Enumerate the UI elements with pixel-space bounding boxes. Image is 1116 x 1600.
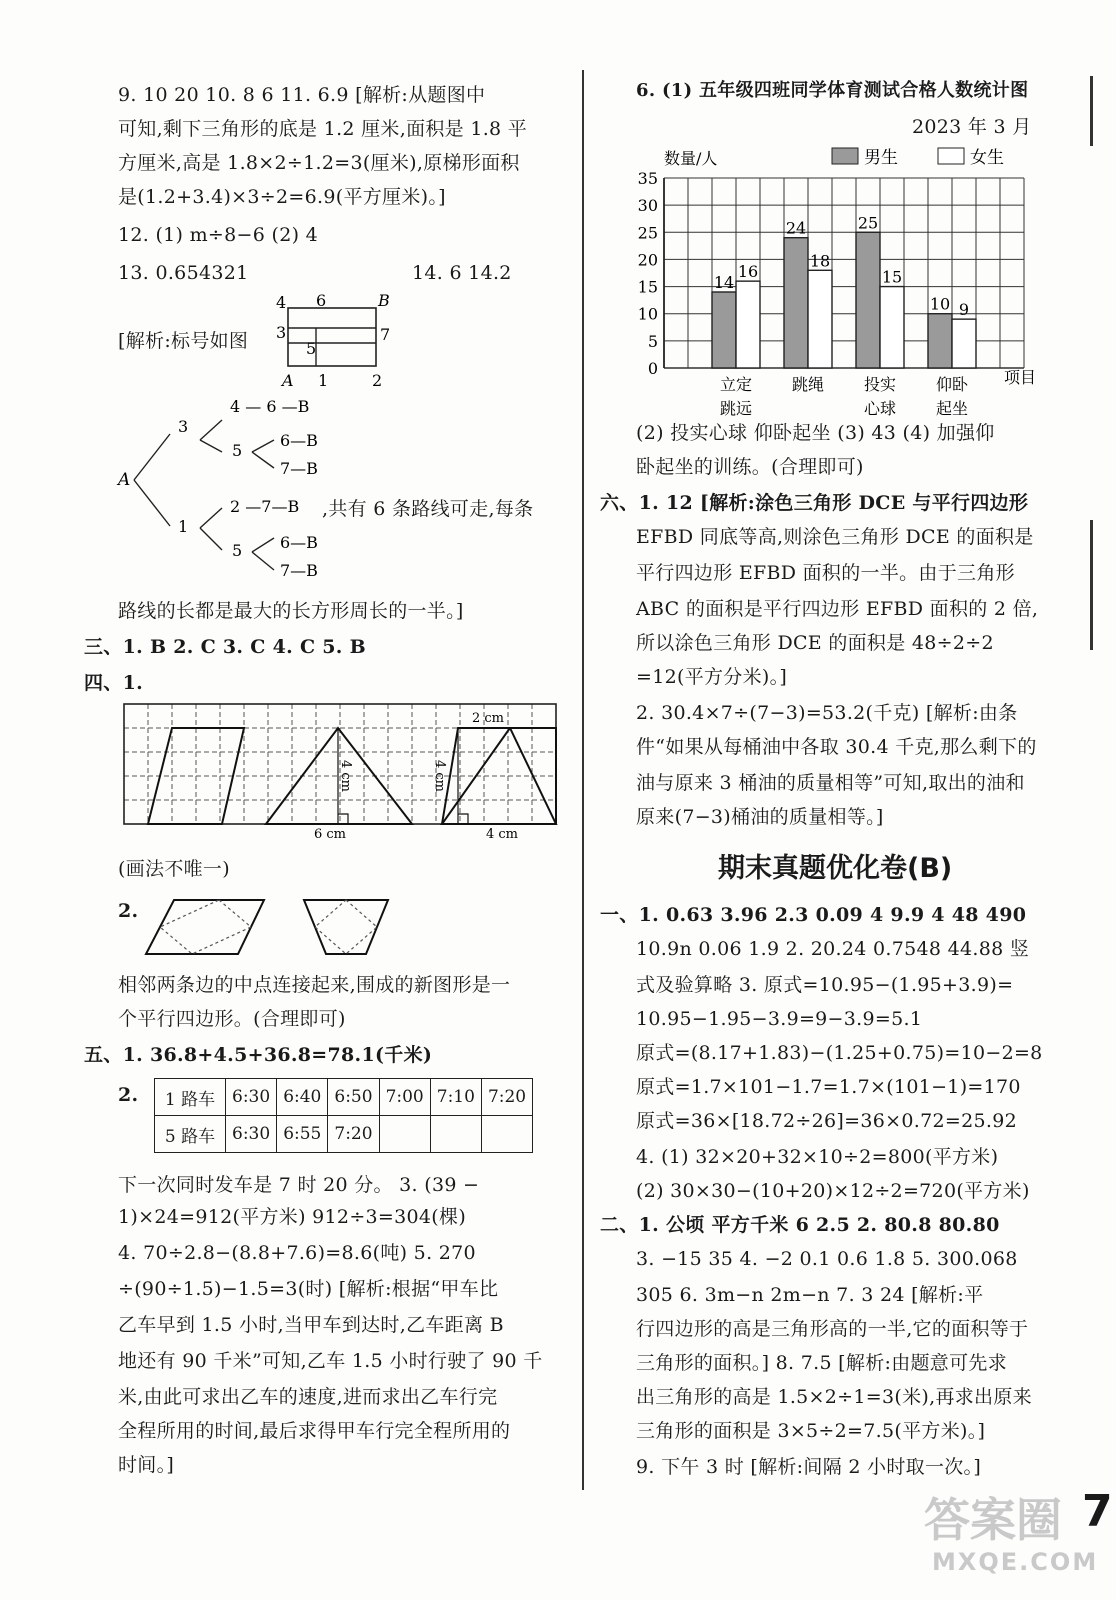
answer-line: (2) 投实心球 仰卧起坐 (3) 43 (4) 加强仰 — [636, 422, 995, 444]
answer-line: 全程所用的时间,最后求得甲车行完全程所用的 — [118, 1420, 511, 1442]
y-tick-label: 20 — [637, 250, 658, 270]
y-tick-label: 5 — [647, 331, 658, 351]
bar-value-label: 18 — [809, 251, 831, 271]
table-row — [155, 1079, 533, 1116]
answer-line: 一、1. 0.63 3.96 2.3 0.09 4 9.9 4 48 490 — [600, 904, 1027, 926]
answer-line: 路线的长都是最大的长方形周长的一半。] — [118, 600, 464, 622]
legend-swatch-female — [938, 148, 964, 164]
table-cell: 6:40 — [277, 1079, 328, 1116]
x-tick-label: 起坐 — [935, 399, 969, 418]
answer-line: 10.95−1.95−3.9=9−3.9=5.1 — [636, 1008, 923, 1030]
watermark-url: MXQE.COM — [932, 1548, 1099, 1576]
watermark-logo: 答案圈 — [924, 1493, 1062, 1547]
figure-label: 7 — [380, 325, 391, 344]
table-cell: 7:20 — [328, 1116, 379, 1153]
table-cell: 6:30 — [226, 1079, 277, 1116]
table-cell: 5 路车 — [155, 1116, 226, 1153]
answer-line: 三、1. B 2. C 3. C 4. C 5. B — [84, 636, 366, 658]
answer-line: ABC 的面积是平行四边形 EFBD 面积的 2 倍, — [636, 598, 1039, 620]
page-edge-mark — [1090, 76, 1093, 146]
answer-line: 14. 6 14.2 — [412, 262, 512, 284]
x-tick-label: 投实 — [863, 375, 897, 394]
figure-label: 1 — [318, 371, 329, 390]
legend-label-female: 女生 — [970, 148, 1004, 168]
table-cell: 6:55 — [277, 1116, 328, 1153]
answer-line: 305 6. 3m−n 2m−n 7. 3 24 [解析:平 — [636, 1284, 984, 1306]
x-tick-label: 心球 — [863, 399, 897, 418]
tree-node: 5 — [232, 441, 243, 460]
answer-line: 10.9n 0.06 1.9 2. 20.24 0.7548 44.88 竖 — [636, 938, 1030, 960]
bar-female — [880, 287, 904, 368]
y-tick-label: 15 — [637, 277, 658, 297]
answer-line: 是(1.2+3.4)×3÷2=6.9(平方厘米)。] — [118, 186, 446, 208]
answer-line: 四、1. — [84, 672, 144, 694]
answer-line: 乙车早到 1.5 小时,当甲车到达时,乙车距离 B — [118, 1314, 504, 1336]
tree-node: 7—B — [280, 561, 318, 580]
y-axis-label: 数量/人 — [664, 149, 718, 168]
table-cell — [379, 1116, 430, 1153]
tree-node: 2 —7—B — [230, 497, 300, 516]
table-cell: 6:30 — [226, 1116, 277, 1153]
figure-label: 5 — [306, 339, 317, 358]
answer-line: 4. 70÷2.8−(8.8+7.6)=8.6(吨) 5. 270 — [118, 1242, 476, 1264]
answer-line: 原式=1.7×101−1.7=1.7×(101−1)=170 — [636, 1076, 1021, 1098]
answer-line: 2. — [118, 1084, 139, 1106]
answer-line: 米,由此可求出乙车的速度,进而求出乙车行完 — [118, 1386, 498, 1408]
answer-line: (2) 30×30−(10+20)×12÷2=720(平方米) — [636, 1180, 1030, 1202]
grid-label: 2 cm — [472, 711, 505, 726]
bar-value-label: 16 — [737, 262, 759, 282]
y-tick-label: 25 — [637, 223, 658, 243]
answer-line: (画法不唯一) — [118, 858, 230, 880]
tree-node: 6—B — [280, 431, 318, 450]
bar-female — [808, 270, 832, 368]
table-row — [155, 1116, 533, 1153]
page-number: 7 — [1082, 1486, 1113, 1537]
y-tick-label: 35 — [637, 169, 658, 188]
answer-line: 13. 0.654321 — [118, 262, 249, 284]
tree-node: 7—B — [280, 459, 318, 478]
bar-value-label: 25 — [857, 213, 879, 233]
answer-line: 9. 10 20 10. 8 6 11. 6.9 [解析:从题图中 — [118, 84, 486, 106]
grid-drawing — [118, 700, 564, 848]
column-divider — [582, 70, 584, 1490]
y-tick-label: 10 — [637, 304, 658, 324]
x-tick-label: 跳绳 — [791, 375, 825, 394]
tree-node: 4 — 6 —B — [230, 397, 310, 416]
answer-line: 2. — [118, 900, 139, 922]
bar-male — [712, 292, 736, 368]
midpoint-figures — [140, 896, 400, 966]
bar-value-label: 10 — [929, 294, 951, 314]
bar-value-label: 9 — [958, 300, 970, 320]
section-heading: 期末真题优化卷(B) — [718, 853, 953, 884]
grid-label: 4 cm — [432, 760, 447, 793]
bar-value-label: 24 — [785, 218, 807, 238]
table-cell — [481, 1116, 532, 1153]
answer-line: 地还有 90 千米”可知,乙车 1.5 小时行驶了 90 千 — [118, 1350, 543, 1372]
x-axis-label: 项目 — [1004, 368, 1037, 387]
answer-line: 2. 30.4×7÷(7−3)=53.2(千克) [解析:由条 — [636, 702, 1018, 724]
answer-line: 下一次同时发车是 7 时 20 分。 3. (39 − — [118, 1174, 480, 1196]
answer-line: 原来(7−3)桶油的质量相等。] — [636, 806, 884, 828]
bar-chart — [620, 140, 1060, 440]
answer-line: 原式=36×[18.72÷26]=36×0.72=25.92 — [636, 1110, 1017, 1132]
figure-label: 3 — [276, 323, 287, 342]
table-cell: 1 路车 — [155, 1079, 226, 1116]
answer-line: 所以涂色三角形 DCE 的面积是 48÷2÷2 — [636, 632, 994, 654]
answer-line: 五、1. 36.8+4.5+36.8=78.1(千米) — [84, 1044, 433, 1066]
route-tree-diagram — [112, 392, 332, 592]
rectangle-label-figure — [268, 290, 408, 390]
tree-node: 1 — [178, 517, 189, 536]
grid-label: 4 cm — [338, 760, 353, 793]
bar-male — [928, 314, 952, 368]
answer-line: 原式=(8.17+1.83)−(1.25+0.75)=10−2=8 — [636, 1042, 1043, 1064]
table-cell: 7:20 — [481, 1079, 532, 1116]
answer-line: 1)×24=912(平方米) 912÷3=304(棵) — [118, 1206, 467, 1228]
answer-line: ,共有 6 条路线可走,每条 — [322, 498, 534, 520]
y-tick-label: 0 — [647, 359, 658, 378]
table-cell: 6:50 — [328, 1079, 379, 1116]
figure-label: 2 — [372, 371, 383, 390]
x-tick-label: 立定 — [719, 375, 753, 394]
answer-line: 件“如果从每桶油中各取 30.4 千克,那么剩下的 — [636, 736, 1037, 758]
figure-label: 4 — [276, 293, 287, 312]
answer-line: 9. 下午 3 时 [解析:间隔 2 小时取一次。] — [636, 1456, 982, 1478]
x-tick-label: 跳远 — [719, 399, 753, 418]
tree-node: 6—B — [280, 533, 318, 552]
answer-line: 二、1. 公顷 平方千米 6 2.5 2. 80.8 80.80 — [600, 1214, 1000, 1236]
answer-line: 平行四边形 EFBD 面积的一半。由于三角形 — [636, 562, 1015, 584]
legend-swatch-male — [832, 148, 858, 164]
bar-male — [856, 232, 880, 368]
bar-female — [952, 319, 976, 368]
answer-line: 式及验算略 3. 原式=10.95−(1.95+3.9)= — [636, 974, 1014, 996]
page-edge-mark — [1090, 520, 1093, 650]
bar-female — [736, 281, 760, 368]
answer-line: 卧起坐的训练。(合理即可) — [636, 456, 864, 478]
answer-line: 12. (1) m÷8−6 (2) 4 — [118, 224, 319, 246]
answer-line: 三角形的面积是 3×5÷2=7.5(平方米)。] — [636, 1420, 986, 1442]
answer-line: 相邻两条边的中点连接起来,围成的新图形是一 — [118, 974, 511, 996]
x-tick-label: 仰卧 — [935, 375, 969, 394]
table-cell: 7:00 — [379, 1079, 430, 1116]
answer-line: EFBD 同底等高,则涂色三角形 DCE 的面积是 — [636, 526, 1034, 548]
answer-line: =12(平方分米)。] — [636, 666, 788, 688]
figure-label: 6 — [316, 291, 327, 310]
figure-label: B — [378, 291, 390, 310]
tree-node: A — [118, 470, 131, 490]
y-tick-label: 30 — [637, 196, 658, 216]
table-cell: 7:10 — [430, 1079, 481, 1116]
bus-schedule-table — [154, 1078, 533, 1153]
answer-line: 行四边形的高是三角形高的一半,它的面积等于 — [636, 1318, 1029, 1340]
tree-node: 3 — [178, 417, 189, 436]
answer-line: 3. −15 35 4. −2 0.1 0.6 1.8 5. 300.068 — [636, 1248, 1018, 1270]
legend-label-male: 男生 — [864, 148, 898, 168]
answer-line: [解析:标号如图 — [118, 330, 249, 352]
chart-question-title: 6. (1) 五年级四班同学体育测试合格人数统计图 — [636, 80, 1029, 101]
answer-line: 六、1. 12 [解析:涂色三角形 DCE 与平行四边形 — [600, 492, 1029, 514]
answer-line: 方厘米,高是 1.8×2÷1.2=3(厘米),原梯形面积 — [118, 152, 520, 174]
answer-line: ÷(90÷1.5)−1.5=3(时) [解析:根据“甲车比 — [118, 1278, 499, 1300]
bar-male — [784, 238, 808, 368]
figure-label: A — [282, 371, 294, 390]
table-cell — [430, 1116, 481, 1153]
grid-label: 6 cm — [314, 827, 347, 842]
answer-line: 可知,剩下三角形的底是 1.2 厘米,面积是 1.8 平 — [118, 118, 528, 140]
answer-line: 油与原来 3 桶油的质量相等”可知,取出的油和 — [636, 772, 1025, 794]
tree-node: 5 — [232, 541, 243, 560]
answer-line: 个平行四边形。(合理即可) — [118, 1008, 346, 1030]
bar-value-label: 15 — [881, 267, 903, 287]
answer-line: 4. (1) 32×20+32×10÷2=800(平方米) — [636, 1146, 999, 1168]
answer-line: 出三角形的高是 1.5×2÷1=3(米),再求出原来 — [636, 1386, 1032, 1408]
bar-value-label: 14 — [713, 273, 735, 292]
grid-label: 4 cm — [486, 827, 519, 842]
answer-line: 三角形的面积。] 8. 7.5 [解析:由题意可先求 — [636, 1352, 1007, 1374]
chart-date: 2023 年 3 月 — [912, 116, 1032, 138]
answer-line: 时间。] — [118, 1454, 175, 1476]
